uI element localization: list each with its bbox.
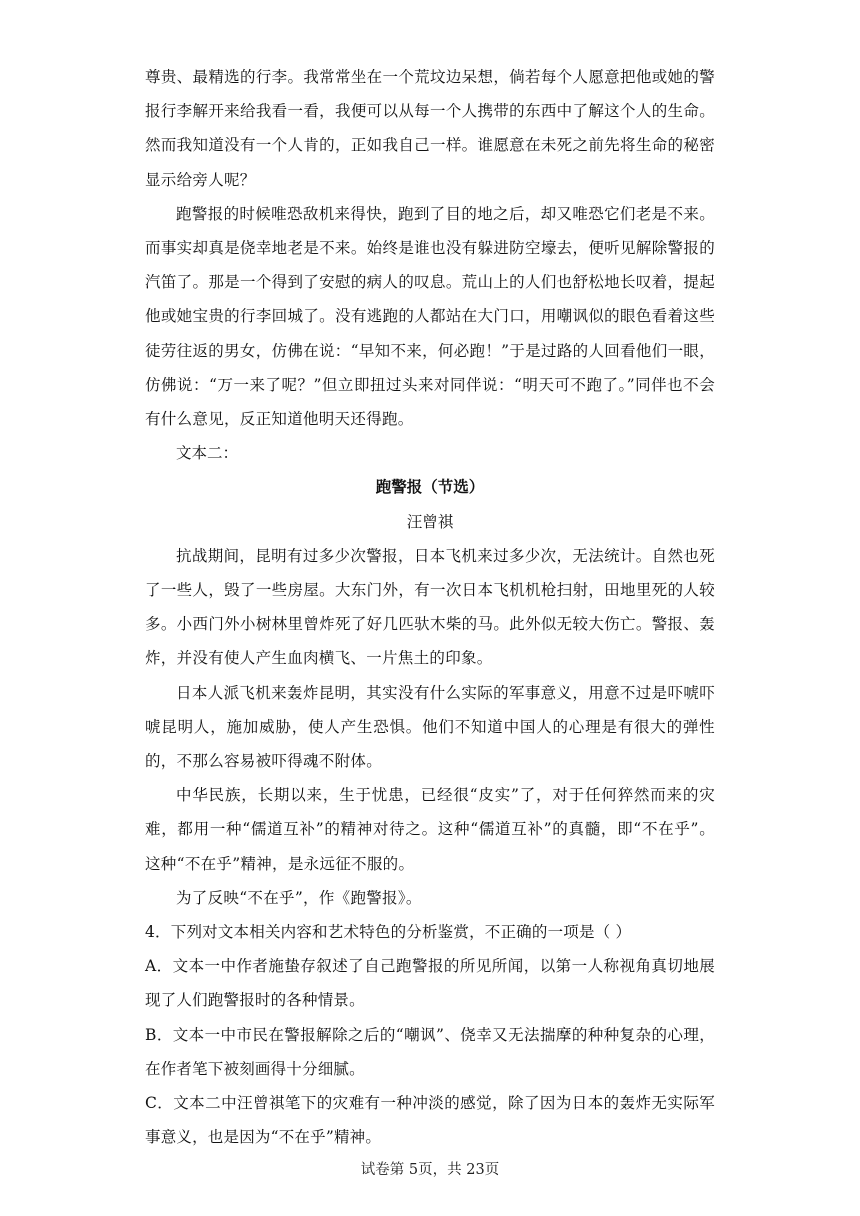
- page-footer: 试卷第 5页，共 23页: [360, 1162, 500, 1178]
- passage2-paragraph: 抗战期间，昆明有过多少次警报，日本飞机来过多少次，无法统计。自然也死了一些人，毁了一些房屋。大东门外，有一次日本飞机机枪扫射，田地里死的人较多。小西门外小树林里曾炸死了好几匹驮木柴的马。此外似无较大伤亡。警报、轰炸，并没有使人产生血肉横飞、一片焦土的印象。: [145, 546, 715, 668]
- page-content: [145, 60, 715, 1155]
- passage2-title: 跑警报（节选）: [375, 477, 485, 497]
- question-option-b: B．文本一中市民在警报解除之后的“嘲讽”、侥幸又无法揣摩的种种复杂的心理，在作者笔下被刻画得十分细腻。: [145, 1025, 715, 1078]
- question-option-a: A．文本一中作者施蛰存叙述了自己跑警报的所见所闻，以第一人称视角真切地展现了人们跑警报时的各种情景。: [145, 957, 715, 1010]
- passage1-paragraph-continued: 尊贵、最精选的行李。我常常坐在一个荒坟边呆想，倘若每个人愿意把他或她的警报行李解开来给我看一看，我便可以从每一个人携带的东西中了解这个人的生命。然而我知道没有一个人肯的，正如我自己一样。谁愿意在未死之前先将生命的秘密显示给旁人呢？: [145, 68, 715, 189]
- passage2-author: 汪曾祺: [406, 512, 454, 531]
- passage1-paragraph: 跑警报的时候唯恐敌机来得快，跑到了目的地之后，却又唯恐它们老是不来。而事实却真是侥幸地老是不来。始终是谁也没有躲进防空壕去，便听见解除警报的汽笛了。那是一个得到了安慰的病人的叹息。荒山上的人们也舒松地长叹着，提起他或她宝贵的行李回城了。没有逃跑的人都站在大门口，用嘲讽似的眼色看着这些徒劳往返的男女，仿佛在说：“早知不来，何必跑！”于是过路的人回看他们一眼，仿佛说：“万一来了呢？”但立即扭过头来对同伴说：“明天可不跑了。”同伴也不会有什么意见，反正知道他明天还得跑。: [145, 204, 715, 429]
- question-stem: 4．下列对文本相关内容和艺术特色的分析鉴赏，不正确的一项是（ ）: [145, 923, 632, 942]
- passage2-paragraph: 中华民族，长期以来，生于忧患，已经很“皮实”了，对于任何猝然而来的灾难，都用一种“儒道互补”的精神对待之。这种“儒道互补”的真髓，即“不在乎”。这种“不在乎”精神，是永远征不服的。: [145, 786, 715, 873]
- passage2-paragraph: 日本人派飞机来轰炸昆明，其实没有什么实际的军事意义，用意不过是吓唬吓唬昆明人，施加威胁，使人产生恐惧。他们不知道中国人的心理是有很大的弹性的，不那么容易被吓得魂不附体。: [145, 683, 715, 771]
- passage2-paragraph: 为了反映“不在乎”，作《跑警报》。: [176, 888, 422, 907]
- question-option-c: C．文本二中汪曾祺笔下的灾难有一种冲淡的感觉，除了因为日本的轰炸无实际军事意义，也是因为“不在乎”精神。: [145, 1094, 715, 1147]
- passage2-label: 文本二：: [176, 444, 239, 463]
